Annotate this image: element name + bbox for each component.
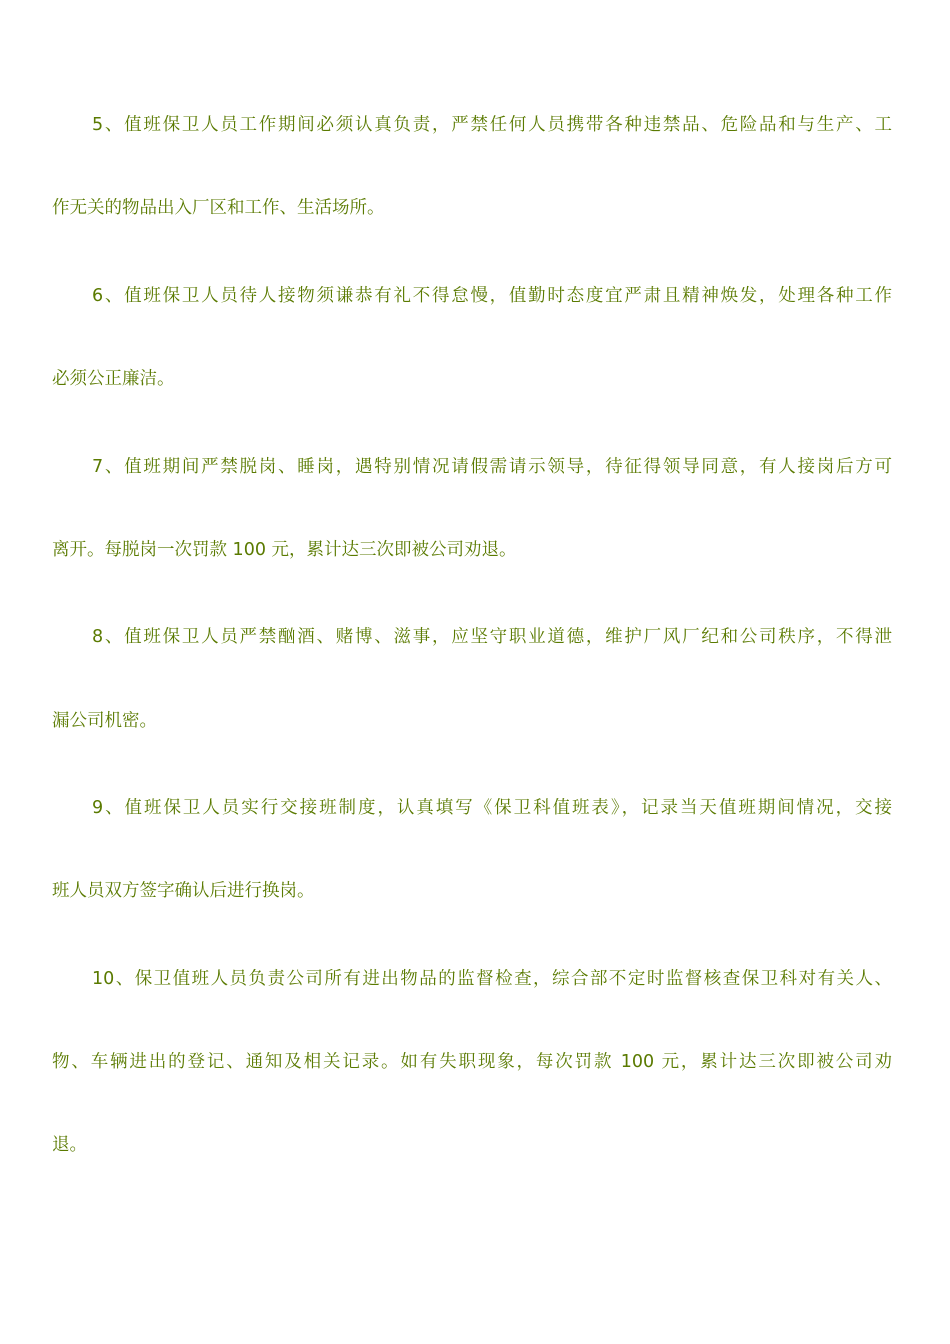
- paragraph-6-line-2: 必须公正廉洁。: [52, 369, 175, 389]
- paragraph-6-line-1: 6、值班保卫人员待人接物须谦恭有礼不得怠慢，值勤时态度宜严肃且精神焕发，处理各种工作: [92, 286, 892, 306]
- paragraph-9-line-1: 9、值班保卫人员实行交接班制度，认真填写《保卫科值班表》，记录当天值班期间情况，交接: [92, 798, 892, 818]
- paragraph-8-line-1: 8、值班保卫人员严禁酗酒、赌博、滋事，应坚守职业道德，维护厂风厂纪和公司秩序，不得泄: [92, 627, 892, 647]
- paragraph-5-line-2: 作无关的物品出入厂区和工作、生活场所。: [52, 198, 385, 218]
- paragraph-10-line-3: 退。: [52, 1135, 87, 1155]
- paragraph-8-line-2: 漏公司机密。: [52, 711, 157, 731]
- paragraph-10-line-2: 物、车辆进出的登记、通知及相关记录。如有失职现象，每次罚款 100 元，累计达三次即被公司劝: [52, 1052, 892, 1072]
- paragraph-7-line-2: 离开。每脱岗一次罚款 100 元，累计达三次即被公司劝退。: [52, 540, 517, 560]
- paragraph-5-line-1: 5、值班保卫人员工作期间必须认真负责，严禁任何人员携带各种违禁品、危险品和与生产、工: [92, 115, 892, 135]
- paragraph-10-line-1: 10、保卫值班人员负责公司所有进出物品的监督检查，综合部不定时监督核查保卫科对有关人、: [92, 969, 892, 989]
- paragraph-7-line-1: 7、值班期间严禁脱岗、睡岗，遇特别情况请假需请示领导，待征得领导同意，有人接岗后方可: [92, 457, 892, 477]
- paragraph-9-line-2: 班人员双方签字确认后进行换岗。: [52, 881, 315, 901]
